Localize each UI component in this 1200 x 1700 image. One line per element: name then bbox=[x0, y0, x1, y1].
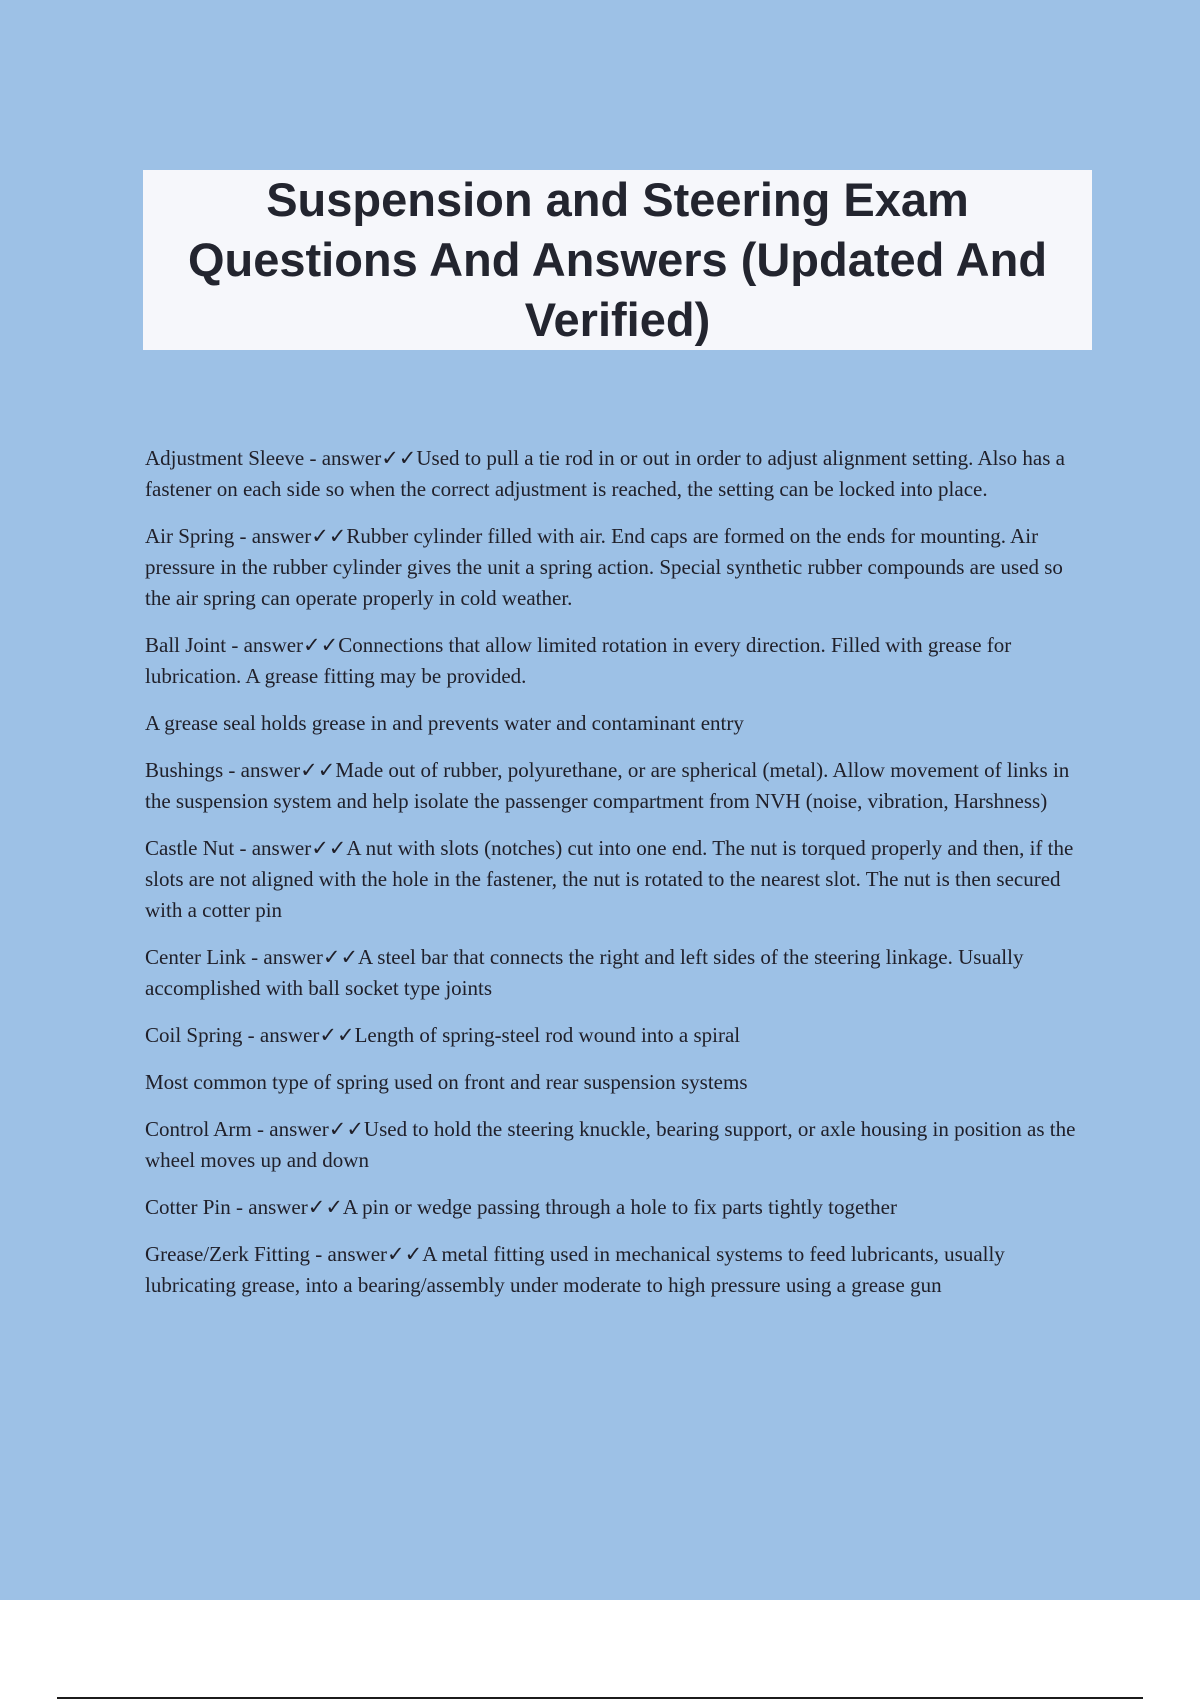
paragraph: Bushings - answer✓✓Made out of rubber, polyurethane, or are spherical (metal). Allow movement of links in the suspension system and help isolate the passenger compartment from NVH (noise, vibration, Harshness) bbox=[145, 758, 1075, 813]
paragraph: Air Spring - answer✓✓Rubber cylinder filled with air. End caps are formed on the ends for mounting. Air pressure in the rubber cylinder gives the unit a spring action. Special synthetic rubber compounds are used so the air spring can operate properly in cold weather. bbox=[145, 524, 1069, 610]
paragraph: Control Arm - answer✓✓Used to hold the steering knuckle, bearing support, or axle housing in position as the wheel moves up and down bbox=[145, 1117, 1081, 1172]
paragraph: Center Link - answer✓✓A steel bar that connects the right and left sides of the steering linkage. Usually accomplished with ball socket type joints bbox=[145, 945, 1029, 1000]
paragraph: Cotter Pin - answer✓✓A pin or wedge passing through a hole to fix parts tightly together bbox=[145, 1195, 897, 1219]
footer-rule bbox=[57, 1697, 1143, 1699]
paragraph: Ball Joint - answer✓✓Connections that allow limited rotation in every direction. Filled with grease for lubrication. A grease fitting may be provided. bbox=[145, 633, 1017, 688]
paragraph: Adjustment Sleeve - answer✓✓Used to pull a tie rod in or out in order to adjust alignment setting. Also has a fastener on each side so when the correct adjustment is reached, the setting can be locked into place. bbox=[145, 446, 1071, 501]
paragraph: Coil Spring - answer✓✓Length of spring-steel rod wound into a spiral bbox=[145, 1023, 741, 1047]
paragraph: A grease seal holds grease in and prevents water and contaminant entry bbox=[145, 711, 744, 735]
document-content bbox=[145, 443, 1080, 1317]
document-title: Suspension and Steering Exam Questions And Answers (Updated And Verified) bbox=[187, 173, 1048, 346]
paragraph: Castle Nut - answer✓✓A nut with slots (notches) cut into one end. The nut is torqued properly and then, if the slots are not aligned with the hole in the fastener, the nut is rotated to the nearest slot. The nut is then secured with a cotter pin bbox=[145, 836, 1079, 922]
paragraph: Most common type of spring used on front and rear suspension systems bbox=[145, 1070, 748, 1094]
title-box bbox=[143, 170, 1092, 350]
paragraph: Grease/Zerk Fitting - answer✓✓A metal fitting used in mechanical systems to feed lubricants, usually lubricating grease, into a bearing/assembly under moderate to high pressure using a grease gun bbox=[145, 1242, 1011, 1297]
